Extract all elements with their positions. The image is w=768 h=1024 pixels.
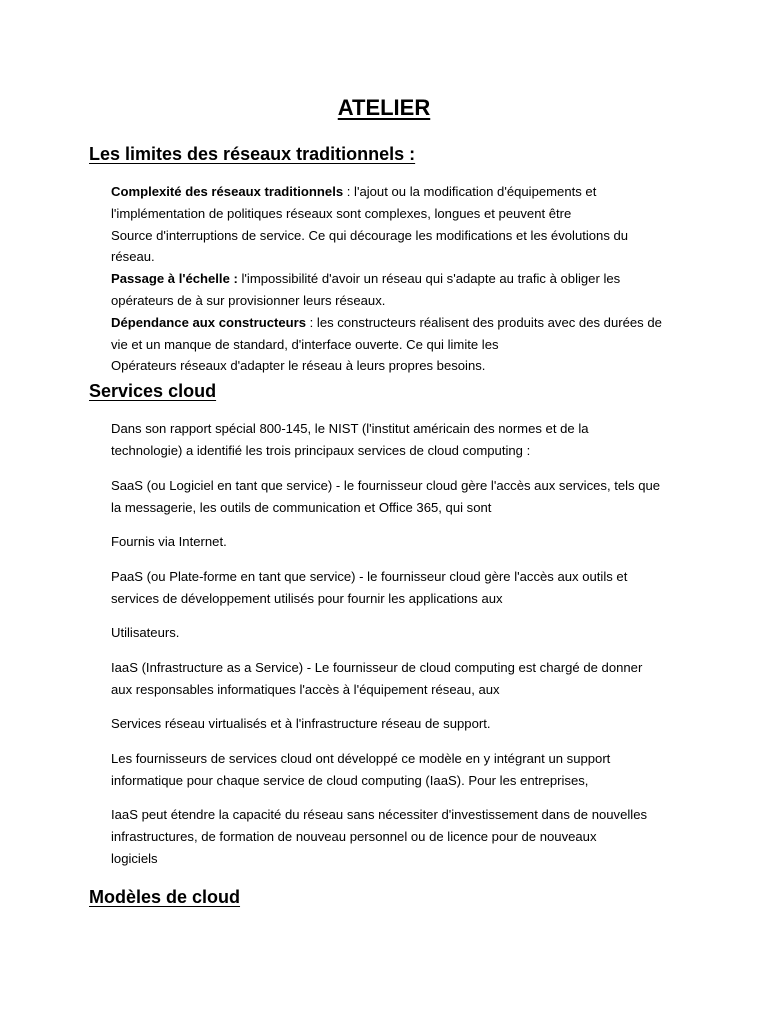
text-line: logiciels: [111, 850, 158, 866]
section-heading-services-cloud: Services cloud: [89, 381, 217, 401]
text-line: infrastructures, de formation de nouveau personnel ou de licence pour de nouveaux: [111, 828, 597, 844]
text-line: Utilisateurs.: [111, 625, 180, 640]
limites-list: [111, 181, 683, 377]
paragraph-paas: [111, 566, 683, 610]
text-line: Dans son rapport spécial 800-145, le NIST (l'institut américain des normes et de la: [111, 421, 589, 436]
paragraph: [111, 748, 683, 792]
section-heading-limites: Les limites des réseaux traditionnels :: [89, 144, 416, 164]
paragraph: [111, 804, 683, 869]
term-dependance: Dépendance aux constructeurs: [111, 314, 307, 330]
paragraph-iaas: [111, 657, 683, 701]
document-title: ATELIER: [337, 95, 431, 120]
paragraph: [111, 713, 683, 735]
text-line: informatique pour chaque service de cloud computing (IaaS). Pour les entreprises,: [111, 772, 589, 788]
text-line: technologie) a identifié les trois principaux services de cloud computing :: [111, 442, 531, 458]
text-line: PaaS (ou Plate-forme en tant que service) - le fournisseur cloud gère l'accès aux outils et: [111, 569, 628, 584]
limites-item-dependance-line-1: [111, 312, 683, 334]
text-line: aux responsables informatiques l'accès à l'équipement réseau, aux: [111, 681, 500, 697]
term-passage-echelle: Passage à l'échelle :: [111, 271, 238, 287]
text-line: Opérateurs réseaux d'adapter le réseau à leurs propres besoins.: [111, 358, 486, 374]
section-heading-modeles-cloud: Modèles de cloud: [89, 887, 241, 907]
limites-item-echelle-line-1: [111, 268, 683, 290]
text-line: : l'ajout ou la modification d'équipements et: [343, 184, 597, 199]
text-line: l'implémentation de politiques réseaux sont complexes, longues et peuvent être: [111, 205, 572, 221]
text-line: IaaS peut étendre la capacité du réseau sans nécessiter d'investissement dans de nouvelles: [111, 807, 648, 822]
text-line: vie et un manque de standard, d'interface ouverte. Ce qui limite les: [111, 336, 499, 352]
text-line: services de développement utilisés pour fournir les applications aux: [111, 590, 503, 606]
text-line: : les constructeurs réalisent des produits avec des durées de: [306, 314, 662, 330]
paragraph: [111, 418, 683, 462]
text-line: Services réseau virtualisés et à l'infrastructure réseau de support.: [111, 716, 491, 731]
paragraph-saas: [111, 475, 683, 519]
text-line: Fournis via Internet.: [111, 534, 227, 549]
text-line: Les fournisseurs de services cloud ont développé ce modèle en y intégrant un support: [111, 751, 611, 766]
text-line: Source d'interruptions de service. Ce qui décourage les modifications et les évolutions du: [111, 227, 629, 243]
text-line: réseau.: [111, 249, 155, 265]
term-complexite: Complexité des réseaux traditionnels: [111, 184, 344, 199]
text-line: l'impossibilité d'avoir un réseau qui s'adapte au trafic à obliger les: [237, 271, 621, 287]
paragraph: [111, 531, 683, 553]
text-line: SaaS (ou Logiciel en tant que service) - le fournisseur cloud gère l'accès aux services, tels que: [111, 478, 661, 493]
text-line: opérateurs de à sur provisionner leurs réseaux.: [111, 292, 386, 308]
text-line: IaaS (Infrastructure as a Service) - Le fournisseur de cloud computing est chargé de donner: [111, 660, 643, 675]
limites-item-complexite-line-1: [111, 181, 683, 203]
paragraph: [111, 622, 683, 644]
text-line: la messagerie, les outils de communication et Office 365, qui sont: [111, 499, 492, 515]
